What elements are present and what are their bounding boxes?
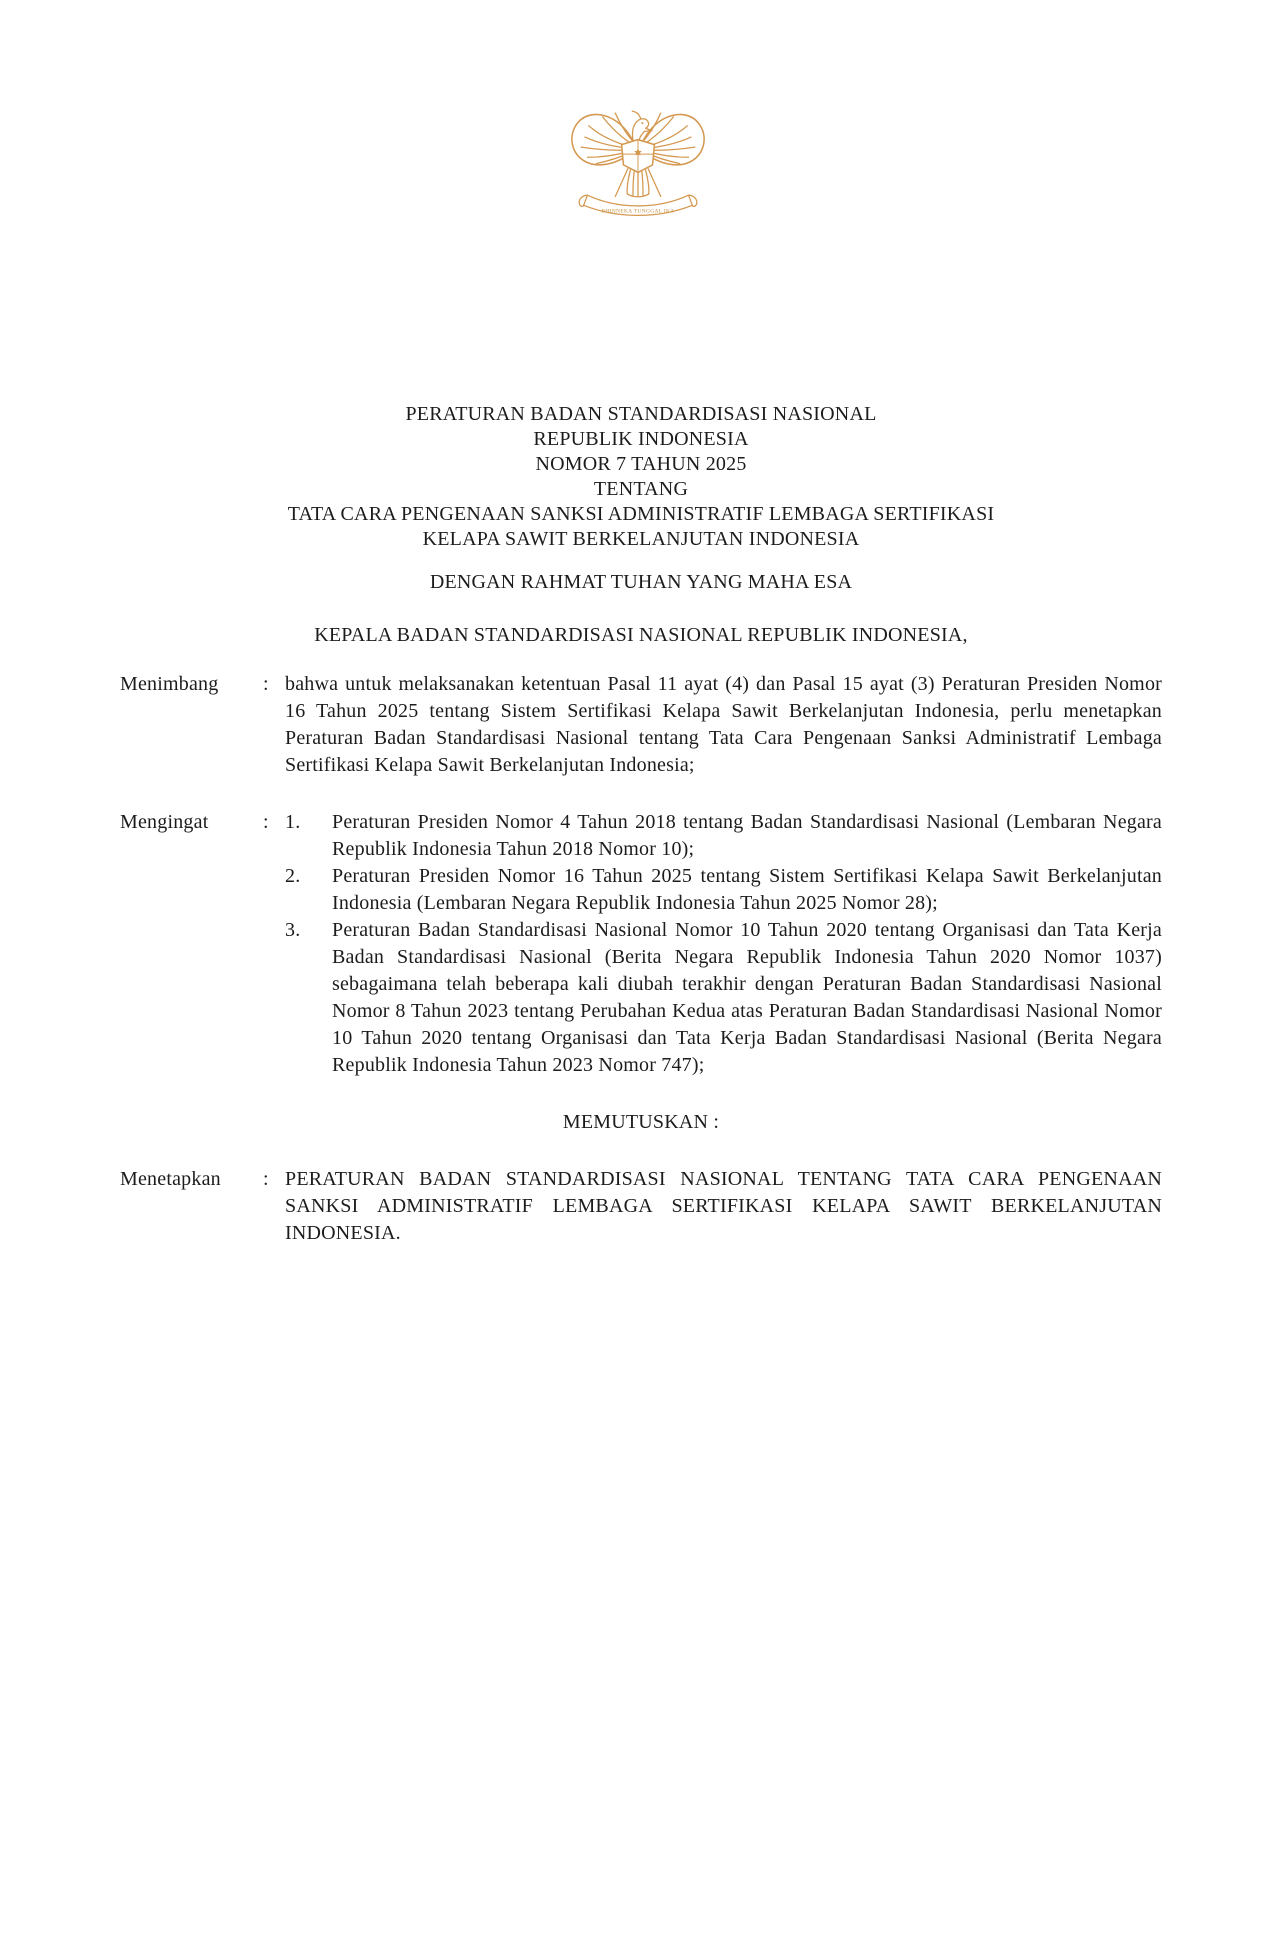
item-text: Peraturan Presiden Nomor 16 Tahun 2025 tentang Sistem Sertifikasi Kelapa Sawit Berkelanjutan Indonesia (Lembaran Negara Republik Indonesia Tahun 2025 Nomor 28); (332, 865, 1162, 914)
item-text: Peraturan Badan Standardisasi Nasional Nomor 10 Tahun 2020 tentang Organisasi dan Tata Kerja Badan Standardisasi Nasional (Berita Negara Republik Indonesia Tahun 2020 Nomor 1037) sebagaimana telah beberapa kali diubah terakhir dengan Peraturan Badan Standardisasi Nasional Nomor 8 Tahun 2023 tentang Perubahan Kedua atas Peraturan Badan Standardisasi Nasional Nomor 10 Tahun 2020 tentang Organisasi dan Tata Kerja Badan Standardisasi Nasional (Berita Negara Republik Indonesia Tahun 2023 Nomor 747); (332, 919, 1162, 1076)
title-line-6: KELAPA SAWIT BERKELANJUTAN INDONESIA (422, 528, 860, 550)
enacting-text: PERATURAN BADAN STANDARDISASI NASIONAL TENTANG TATA CARA PENGENAAN SANKSI ADMINISTRATIF LEMBAGA SERTIFIKASI KELAPA SAWIT BERKELANJUTAN INDONESIA. (285, 1168, 1162, 1244)
legal-basis-colon: : (263, 811, 269, 833)
legal-basis-section (120, 809, 1162, 1079)
emblem-motto-text: BHINNEKA TUNGGAL IKA (601, 208, 675, 215)
emblem-container (0, 84, 1276, 223)
considering-section (120, 671, 1162, 779)
title-line-2: REPUBLIK INDONESIA (533, 428, 749, 450)
title-line-1: PERATURAN BADAN STANDARDISASI NASIONAL (405, 403, 877, 425)
title-line-3: NOMOR 7 TAHUN 2025 (535, 453, 747, 475)
item-number: 1. (285, 811, 301, 833)
title-line-5: TATA CARA PENGENAAN SANKSI ADMINISTRATIF LEMBAGA SERTIFIKASI (287, 503, 995, 525)
invocation-line: DENGAN RAHMAT TUHAN YANG MAHA ESA (429, 571, 853, 593)
considering-colon: : (263, 673, 269, 695)
considering-text: bahwa untuk melaksanakan ketentuan Pasal 11 ayat (4) dan Pasal 15 ayat (3) Peraturan Presiden Nomor 16 Tahun 2025 tentang Sistem Sertifikasi Kelapa Sawit Berkelanjutan Indonesia, perlu menetapkan Peraturan Badan Standardisasi Nasional tentang Tata Cara Pengenaan Sanksi Administratif Lembaga Sertifikasi Kelapa Sawit Berkelanjutan Indonesia; (285, 673, 1162, 776)
document-body (120, 402, 1162, 1247)
legal-basis-list (285, 809, 1162, 1079)
item-number: 2. (285, 865, 301, 887)
item-number: 3. (285, 919, 301, 941)
title-line-4: TENTANG (593, 478, 689, 500)
enacting-section (120, 1166, 1162, 1247)
considering-label: Menimbang (120, 673, 219, 695)
legal-basis-item (285, 863, 1162, 917)
garuda-pancasila-icon (562, 84, 714, 223)
issuing-official-line: KEPALA BADAN STANDARDISASI NASIONAL REPUBLIK INDONESIA, (314, 624, 968, 646)
legal-basis-label: Mengingat (120, 811, 209, 833)
enacting-colon: : (263, 1168, 269, 1190)
legal-basis-item (285, 809, 1162, 863)
enacting-label: Menetapkan (120, 1168, 221, 1190)
document-title (120, 402, 1162, 552)
item-text: Peraturan Presiden Nomor 4 Tahun 2018 tentang Badan Standardisasi Nasional (Lembaran Negara Republik Indonesia Tahun 2018 Nomor 10); (332, 811, 1162, 860)
legal-basis-item (285, 917, 1162, 1079)
decision-heading: MEMUTUSKAN : (562, 1111, 720, 1133)
